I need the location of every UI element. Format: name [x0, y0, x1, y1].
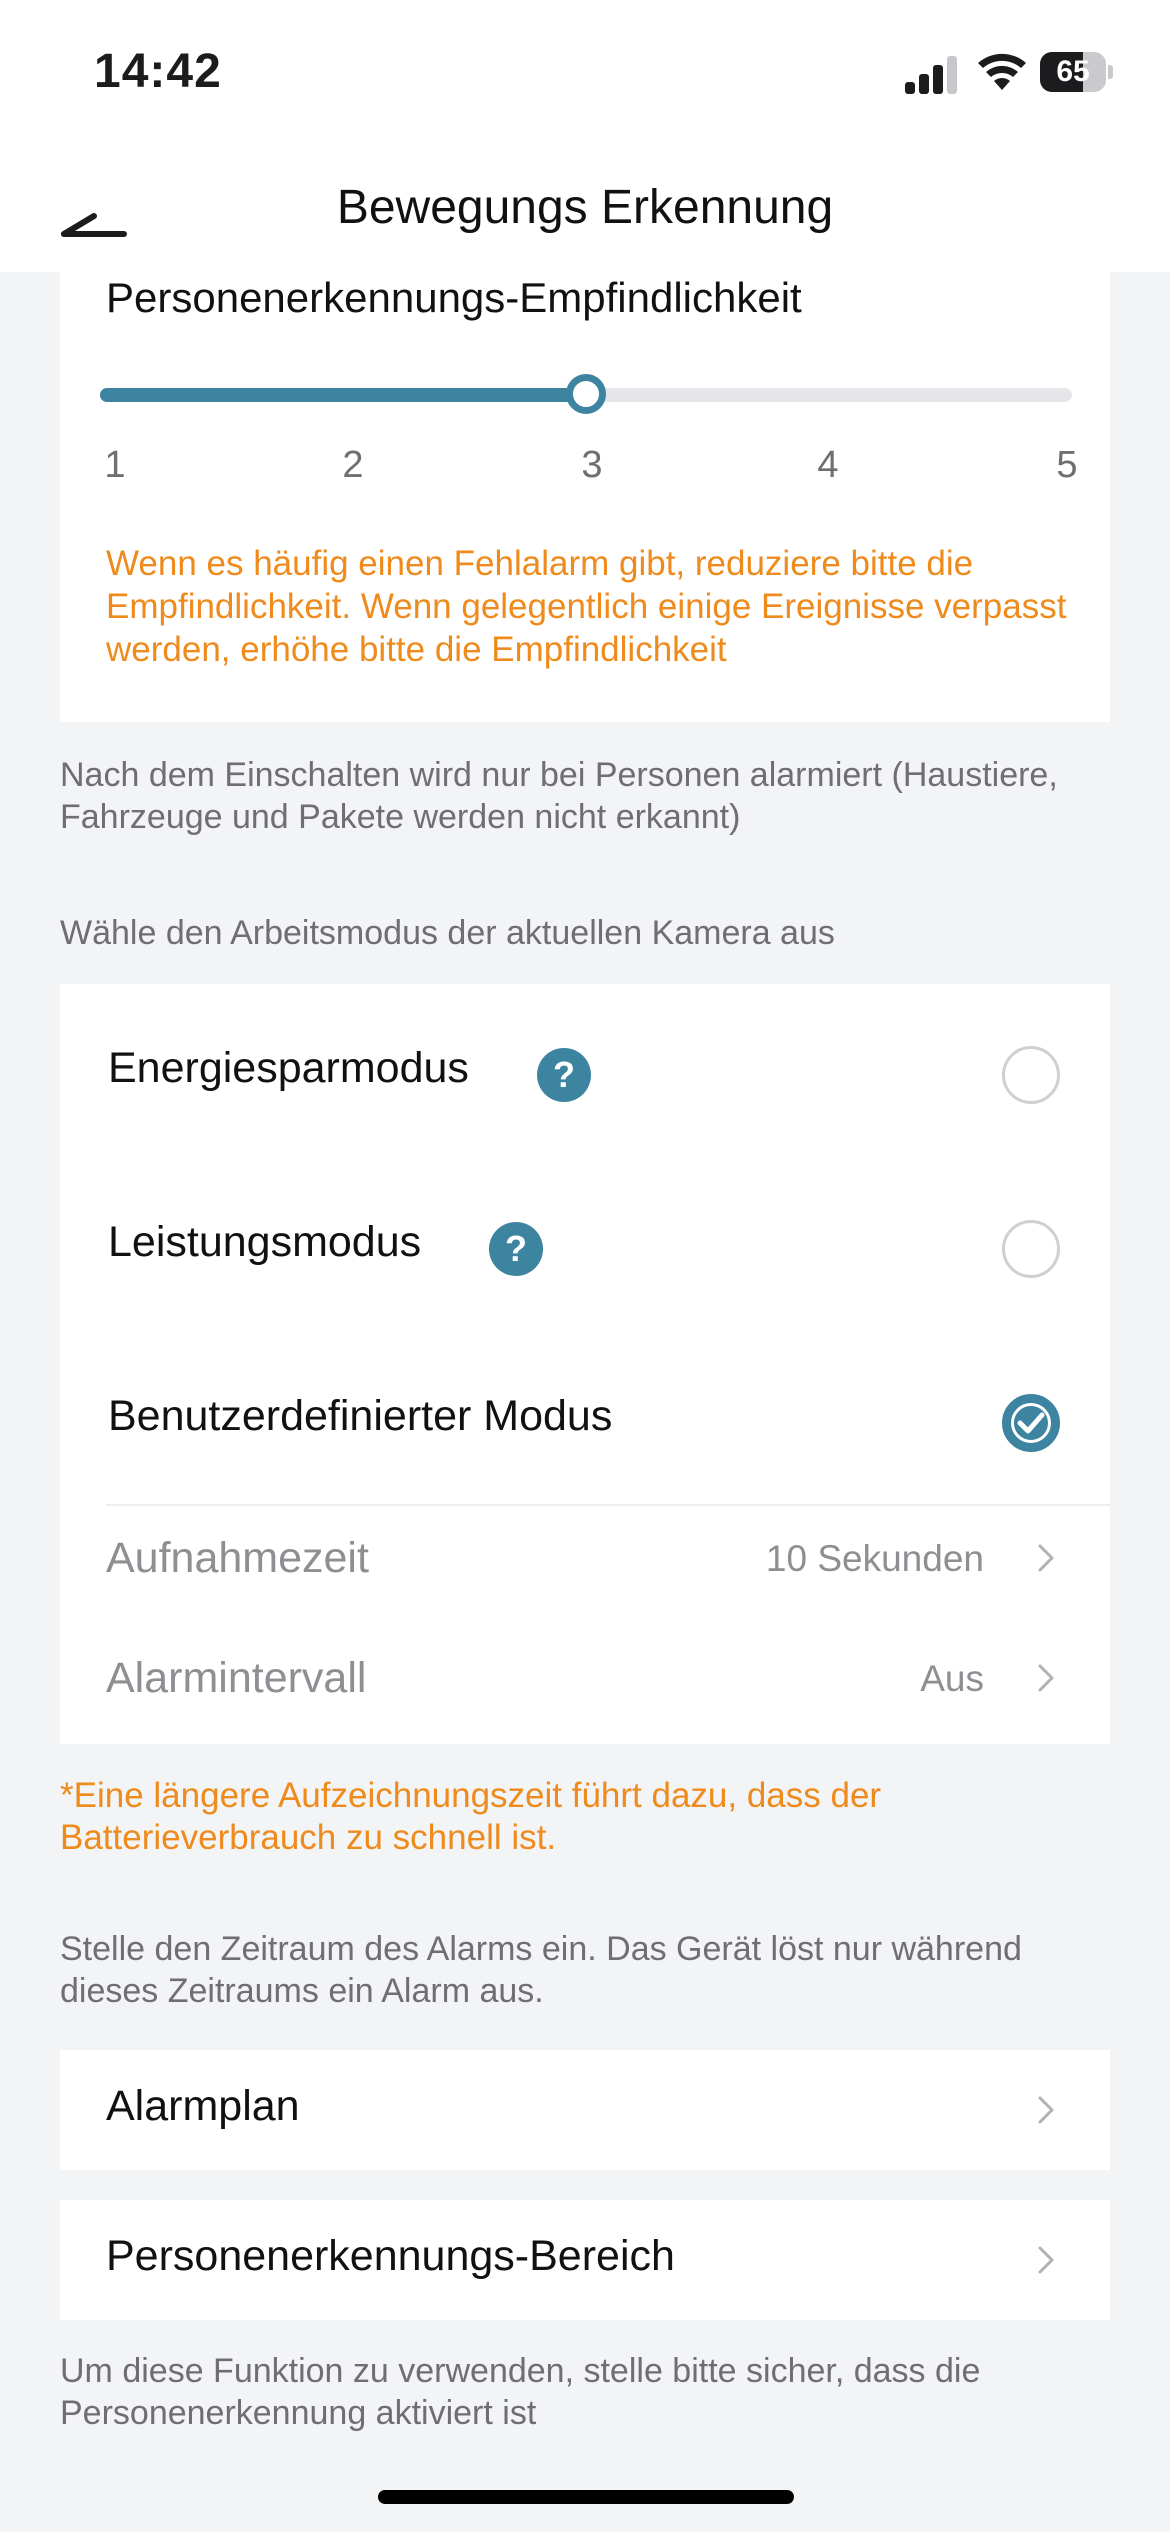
wifi-icon [976, 50, 1028, 92]
work-mode-heading: Wähle den Arbeitsmodus der aktuellen Kamera aus [60, 914, 835, 952]
slider-tick-labels [100, 444, 1090, 494]
chevron-right-icon [1036, 2094, 1056, 2126]
setting-label: Alarmintervall [106, 1654, 367, 1702]
status-bar [0, 0, 1170, 150]
mode-label: Leistungsmodus [108, 1218, 422, 1266]
schedule-note: Stelle den Zeitraum des Alarms ein. Das Gerät löst nur während dieses Zeitraums ein Alarm aus. [60, 1930, 1022, 2010]
mode-option-energy-saving[interactable] [60, 984, 1110, 1158]
battery-level: 65 [1056, 55, 1090, 88]
mode-label: Benutzerdefinierter Modus [108, 1392, 613, 1440]
chevron-right-icon [1036, 1662, 1056, 1694]
tick-label: 4 [817, 444, 839, 486]
setting-value: 10 Sekunden [765, 1538, 984, 1579]
alarm-plan-row[interactable] [60, 2050, 1110, 2170]
sensitivity-title: Personenerkennungs-Empfindlichkeit [106, 274, 802, 321]
tick-label: 3 [581, 444, 603, 486]
sensitivity-slider[interactable] [100, 372, 1072, 416]
battery-icon [1040, 52, 1112, 92]
person-alarm-note: Nach dem Einschalten wird nur bei Personen alarmiert (Haustiere, Fahrzeuge und Pakete werden nicht erkannt) [60, 756, 1058, 836]
footer-note: Um diese Funktion zu verwenden, stelle bitte sicher, dass die Personenerkennung aktiviert ist [60, 2352, 981, 2432]
work-mode-card [60, 984, 1110, 1744]
radio-performance[interactable] [1002, 1220, 1060, 1278]
mode-label: Energiesparmodus [108, 1044, 469, 1092]
mode-option-performance[interactable] [60, 1158, 1110, 1332]
tick-label: 2 [342, 444, 364, 486]
chevron-right-icon [1036, 1542, 1056, 1574]
sensitivity-warning: Wenn es häufig einen Fehlalarm gibt, reduziere bitte die Empfindlichkeit. Wenn gelegentlich einige Ereignisse verpasst werden, erhöhe bitte die Empfindlichkeit [106, 544, 1067, 669]
setting-label: Aufnahmezeit [106, 1534, 369, 1582]
slider-fill [100, 388, 586, 402]
slider-thumb[interactable] [566, 374, 606, 414]
cellular-signal-icon [905, 54, 959, 94]
home-indicator [378, 2490, 794, 2504]
recording-battery-note: *Eine längere Aufzeichnungszeit führt dazu, dass der Batterieverbrauch zu schnell ist. [60, 1776, 882, 1857]
status-time: 14:42 [94, 45, 222, 98]
radio-energy-saving[interactable] [1002, 1046, 1060, 1104]
recording-time-row[interactable] [60, 1506, 1110, 1606]
help-icon[interactable]: ? [489, 1222, 543, 1276]
detection-area-row[interactable] [60, 2200, 1110, 2320]
alarm-plan-label: Alarmplan [106, 2082, 300, 2130]
sensitivity-card [60, 272, 1110, 722]
checkmark-icon [1006, 1398, 1056, 1448]
setting-value: Aus [920, 1658, 984, 1699]
tick-label: 5 [1056, 444, 1078, 486]
alarm-interval-row[interactable] [60, 1626, 1110, 1726]
chevron-right-icon [1036, 2244, 1056, 2276]
mode-option-custom[interactable] [60, 1332, 1110, 1506]
detection-area-label: Personenerkennungs-Bereich [106, 2232, 675, 2280]
page-title: Bewegungs Erkennung [336, 181, 834, 234]
tick-label: 1 [104, 444, 126, 486]
help-icon[interactable]: ? [537, 1048, 591, 1102]
nav-bar [0, 150, 1170, 272]
radio-custom-checked[interactable] [1002, 1394, 1060, 1452]
